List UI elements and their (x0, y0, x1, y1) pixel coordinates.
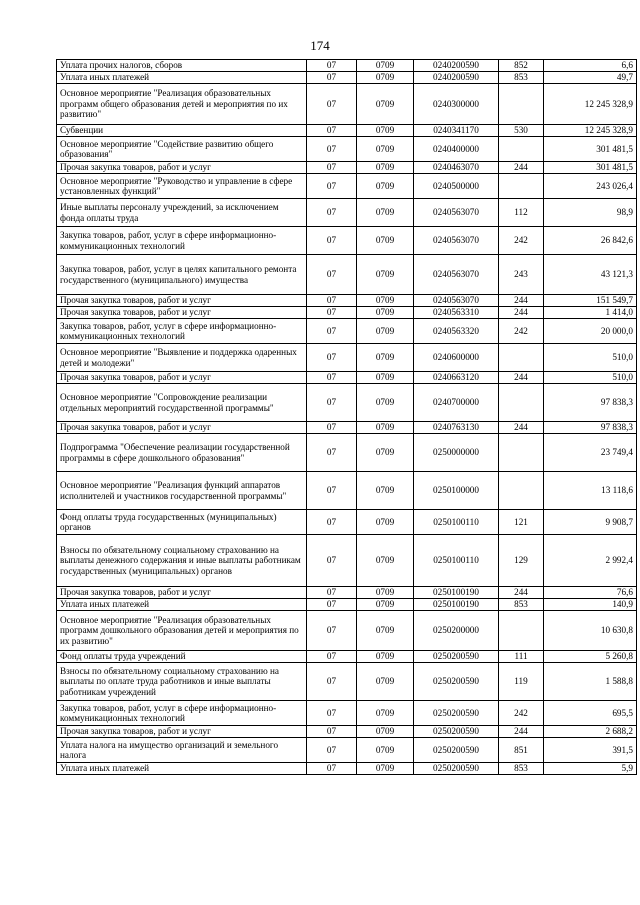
row-target-code: 0240341170 (414, 125, 499, 137)
row-section: 07 (307, 701, 357, 726)
table-row (57, 726, 637, 738)
row-section: 07 (307, 651, 357, 663)
row-section: 07 (307, 60, 357, 72)
row-amount: 2 688,2 (544, 726, 637, 738)
row-name: Закупка товаров, работ, услуг в целях капитального ремонта государственного (муниципального) имущества (57, 255, 307, 295)
row-target-code: 0250000000 (414, 434, 499, 472)
row-name: Закупка товаров, работ, услуг в сфере информационно-коммуникационных технологий (57, 227, 307, 255)
row-amount: 26 842,6 (544, 227, 637, 255)
row-expense-type: 853 (499, 599, 544, 611)
row-section: 07 (307, 319, 357, 344)
row-name: Уплата иных платежей (57, 763, 307, 775)
row-subsection: 0709 (357, 651, 414, 663)
row-amount: 76,6 (544, 587, 637, 599)
table-row (57, 72, 637, 84)
row-subsection: 0709 (357, 599, 414, 611)
row-name: Основное мероприятие "Сопровождение реализации отдельных мероприятий государственной программы" (57, 384, 307, 422)
budget-table-body (57, 60, 637, 775)
row-target-code: 0240563070 (414, 227, 499, 255)
row-amount: 1 414,0 (544, 307, 637, 319)
row-expense-type (499, 384, 544, 422)
table-row (57, 663, 637, 701)
row-expense-type (499, 344, 544, 372)
row-subsection: 0709 (357, 434, 414, 472)
page-number: 174 (310, 38, 330, 53)
table-row (57, 701, 637, 726)
row-expense-type: 244 (499, 422, 544, 434)
row-expense-type: 244 (499, 162, 544, 174)
row-name: Взносы по обязательному социальному страхованию на выплаты по оплате труда работников и иные выплаты работникам учреждений (57, 663, 307, 701)
row-amount: 9 908,7 (544, 510, 637, 535)
row-target-code: 0250200590 (414, 651, 499, 663)
row-name: Уплата иных платежей (57, 599, 307, 611)
row-name: Основное мероприятие "Реализация функций аппаратов исполнителей и участников государственной программы" (57, 472, 307, 510)
table-row (57, 510, 637, 535)
row-target-code: 0240300000 (414, 84, 499, 125)
row-amount: 6,6 (544, 60, 637, 72)
row-amount: 97 838,3 (544, 422, 637, 434)
row-name: Иные выплаты персоналу учреждений, за исключением фонда оплаты труда (57, 199, 307, 227)
row-section: 07 (307, 255, 357, 295)
row-subsection: 0709 (357, 174, 414, 199)
row-section: 07 (307, 422, 357, 434)
row-target-code: 0240563070 (414, 295, 499, 307)
row-expense-type: 853 (499, 763, 544, 775)
row-subsection: 0709 (357, 726, 414, 738)
row-name: Основное мероприятие "Содействие развитию общего образования" (57, 137, 307, 162)
row-name: Взносы по обязательному социальному страхованию на выплаты денежного содержания и иные выплаты работникам государственных (муниципальных) органов (57, 535, 307, 587)
table-row (57, 307, 637, 319)
row-section: 07 (307, 137, 357, 162)
row-expense-type (499, 84, 544, 125)
table-row (57, 763, 637, 775)
row-target-code: 0250100000 (414, 472, 499, 510)
row-target-code: 0240700000 (414, 384, 499, 422)
table-row (57, 434, 637, 472)
row-amount: 301 481,5 (544, 137, 637, 162)
row-amount: 43 121,3 (544, 255, 637, 295)
row-target-code: 0240663120 (414, 372, 499, 384)
row-amount: 391,5 (544, 738, 637, 763)
table-row (57, 422, 637, 434)
row-expense-type: 242 (499, 319, 544, 344)
row-amount: 510,0 (544, 344, 637, 372)
row-expense-type: 119 (499, 663, 544, 701)
row-subsection: 0709 (357, 295, 414, 307)
row-subsection: 0709 (357, 384, 414, 422)
table-row (57, 60, 637, 72)
row-target-code: 0250200590 (414, 701, 499, 726)
row-target-code: 0240563320 (414, 319, 499, 344)
row-name: Прочая закупка товаров, работ и услуг (57, 587, 307, 599)
row-amount: 510,0 (544, 372, 637, 384)
row-section: 07 (307, 510, 357, 535)
table-row (57, 295, 637, 307)
row-subsection: 0709 (357, 344, 414, 372)
row-section: 07 (307, 84, 357, 125)
row-name: Подпрограмма "Обеспечение реализации государственной программы в сфере дошкольного образования" (57, 434, 307, 472)
table-row (57, 255, 637, 295)
row-target-code: 0250100190 (414, 599, 499, 611)
row-amount: 243 026,4 (544, 174, 637, 199)
row-expense-type: 242 (499, 227, 544, 255)
row-subsection: 0709 (357, 125, 414, 137)
row-subsection: 0709 (357, 510, 414, 535)
row-name: Фонд оплаты труда государственных (муниципальных) органов (57, 510, 307, 535)
row-subsection: 0709 (357, 137, 414, 162)
row-expense-type: 851 (499, 738, 544, 763)
table-row (57, 199, 637, 227)
row-amount: 13 118,6 (544, 472, 637, 510)
row-subsection: 0709 (357, 60, 414, 72)
table-row (57, 227, 637, 255)
row-section: 07 (307, 434, 357, 472)
row-subsection: 0709 (357, 535, 414, 587)
row-target-code: 0240200590 (414, 60, 499, 72)
row-expense-type: 243 (499, 255, 544, 295)
row-expense-type: 244 (499, 295, 544, 307)
row-amount: 2 992,4 (544, 535, 637, 587)
table-row (57, 651, 637, 663)
row-section: 07 (307, 472, 357, 510)
budget-table (56, 59, 637, 775)
row-subsection: 0709 (357, 199, 414, 227)
table-row (57, 125, 637, 137)
row-subsection: 0709 (357, 84, 414, 125)
row-amount: 151 549,7 (544, 295, 637, 307)
row-target-code: 0240500000 (414, 174, 499, 199)
row-subsection: 0709 (357, 611, 414, 651)
row-expense-type: 112 (499, 199, 544, 227)
table-row (57, 611, 637, 651)
row-expense-type: 244 (499, 587, 544, 599)
row-subsection: 0709 (357, 255, 414, 295)
table-row (57, 535, 637, 587)
row-target-code: 0240563070 (414, 199, 499, 227)
row-name: Основное мероприятие "Реализация образовательных программ общего образования детей и мероприятия по их развитию" (57, 84, 307, 125)
row-subsection: 0709 (357, 763, 414, 775)
row-target-code: 0240763130 (414, 422, 499, 434)
row-amount: 301 481,5 (544, 162, 637, 174)
table-row (57, 174, 637, 199)
row-expense-type: 530 (499, 125, 544, 137)
row-section: 07 (307, 162, 357, 174)
row-section: 07 (307, 663, 357, 701)
row-name: Субвенции (57, 125, 307, 137)
row-name: Уплата налога на имущество организаций и земельного налога (57, 738, 307, 763)
row-expense-type: 244 (499, 372, 544, 384)
row-expense-type: 244 (499, 307, 544, 319)
row-name: Прочая закупка товаров, работ и услуг (57, 422, 307, 434)
row-expense-type: 121 (499, 510, 544, 535)
row-subsection: 0709 (357, 472, 414, 510)
row-subsection: 0709 (357, 738, 414, 763)
row-name: Основное мероприятие "Выявление и поддержка одаренных детей и молодежи" (57, 344, 307, 372)
row-name: Прочая закупка товаров, работ и услуг (57, 307, 307, 319)
table-row (57, 162, 637, 174)
row-section: 07 (307, 125, 357, 137)
row-subsection: 0709 (357, 587, 414, 599)
table-row (57, 587, 637, 599)
row-section: 07 (307, 72, 357, 84)
row-amount: 49,7 (544, 72, 637, 84)
row-subsection: 0709 (357, 162, 414, 174)
row-name: Уплата прочих налогов, сборов (57, 60, 307, 72)
row-subsection: 0709 (357, 227, 414, 255)
row-name: Основное мероприятие "Руководство и управление в сфере установленных функций" (57, 174, 307, 199)
row-expense-type (499, 137, 544, 162)
table-row (57, 384, 637, 422)
row-expense-type (499, 174, 544, 199)
row-target-code: 0240563310 (414, 307, 499, 319)
row-target-code: 0250100110 (414, 535, 499, 587)
row-subsection: 0709 (357, 319, 414, 344)
row-expense-type: 111 (499, 651, 544, 663)
row-section: 07 (307, 726, 357, 738)
row-expense-type (499, 472, 544, 510)
row-name: Уплата иных платежей (57, 72, 307, 84)
row-section: 07 (307, 295, 357, 307)
table-row (57, 137, 637, 162)
row-name: Прочая закупка товаров, работ и услуг (57, 162, 307, 174)
row-target-code: 0250200590 (414, 663, 499, 701)
row-amount: 695,5 (544, 701, 637, 726)
row-amount: 10 630,8 (544, 611, 637, 651)
row-amount: 12 245 328,9 (544, 84, 637, 125)
table-row (57, 319, 637, 344)
row-name: Прочая закупка товаров, работ и услуг (57, 372, 307, 384)
row-subsection: 0709 (357, 307, 414, 319)
row-amount: 1 588,8 (544, 663, 637, 701)
row-section: 07 (307, 174, 357, 199)
row-amount: 23 749,4 (544, 434, 637, 472)
table-row (57, 472, 637, 510)
row-target-code: 0240463070 (414, 162, 499, 174)
row-target-code: 0250100110 (414, 510, 499, 535)
row-section: 07 (307, 384, 357, 422)
row-target-code: 0250200590 (414, 738, 499, 763)
row-expense-type: 853 (499, 72, 544, 84)
row-expense-type: 129 (499, 535, 544, 587)
row-section: 07 (307, 307, 357, 319)
row-expense-type: 242 (499, 701, 544, 726)
table-row (57, 372, 637, 384)
row-name: Прочая закупка товаров, работ и услуг (57, 295, 307, 307)
row-amount: 12 245 328,9 (544, 125, 637, 137)
row-expense-type: 852 (499, 60, 544, 72)
row-amount: 5 260,8 (544, 651, 637, 663)
row-section: 07 (307, 199, 357, 227)
row-section: 07 (307, 763, 357, 775)
row-target-code: 0240600000 (414, 344, 499, 372)
row-section: 07 (307, 599, 357, 611)
row-amount: 98,9 (544, 199, 637, 227)
row-section: 07 (307, 611, 357, 651)
row-section: 07 (307, 372, 357, 384)
row-section: 07 (307, 344, 357, 372)
row-target-code: 0240200590 (414, 72, 499, 84)
row-target-code: 0250100190 (414, 587, 499, 599)
row-amount: 140,9 (544, 599, 637, 611)
row-target-code: 0240400000 (414, 137, 499, 162)
table-row (57, 344, 637, 372)
row-subsection: 0709 (357, 372, 414, 384)
table-row (57, 738, 637, 763)
row-target-code: 0250200590 (414, 726, 499, 738)
row-expense-type (499, 434, 544, 472)
row-subsection: 0709 (357, 422, 414, 434)
row-name: Закупка товаров, работ, услуг в сфере информационно-коммуникационных технологий (57, 319, 307, 344)
row-name: Прочая закупка товаров, работ и услуг (57, 726, 307, 738)
row-target-code: 0250200590 (414, 763, 499, 775)
table-row (57, 84, 637, 125)
row-expense-type: 244 (499, 726, 544, 738)
row-section: 07 (307, 227, 357, 255)
row-name: Основное мероприятие "Реализация образовательных программ дошкольного образования детей и мероприятия по их развитию" (57, 611, 307, 651)
row-amount: 97 838,3 (544, 384, 637, 422)
row-amount: 5,9 (544, 763, 637, 775)
row-name: Закупка товаров, работ, услуг в сфере информационно-коммуникационных технологий (57, 701, 307, 726)
row-amount: 20 000,0 (544, 319, 637, 344)
row-name: Фонд оплаты труда учреждений (57, 651, 307, 663)
row-subsection: 0709 (357, 72, 414, 84)
row-subsection: 0709 (357, 701, 414, 726)
row-subsection: 0709 (357, 663, 414, 701)
row-section: 07 (307, 738, 357, 763)
row-target-code: 0240563070 (414, 255, 499, 295)
table-row (57, 599, 637, 611)
row-section: 07 (307, 587, 357, 599)
row-section: 07 (307, 535, 357, 587)
row-expense-type (499, 611, 544, 651)
row-target-code: 0250200000 (414, 611, 499, 651)
